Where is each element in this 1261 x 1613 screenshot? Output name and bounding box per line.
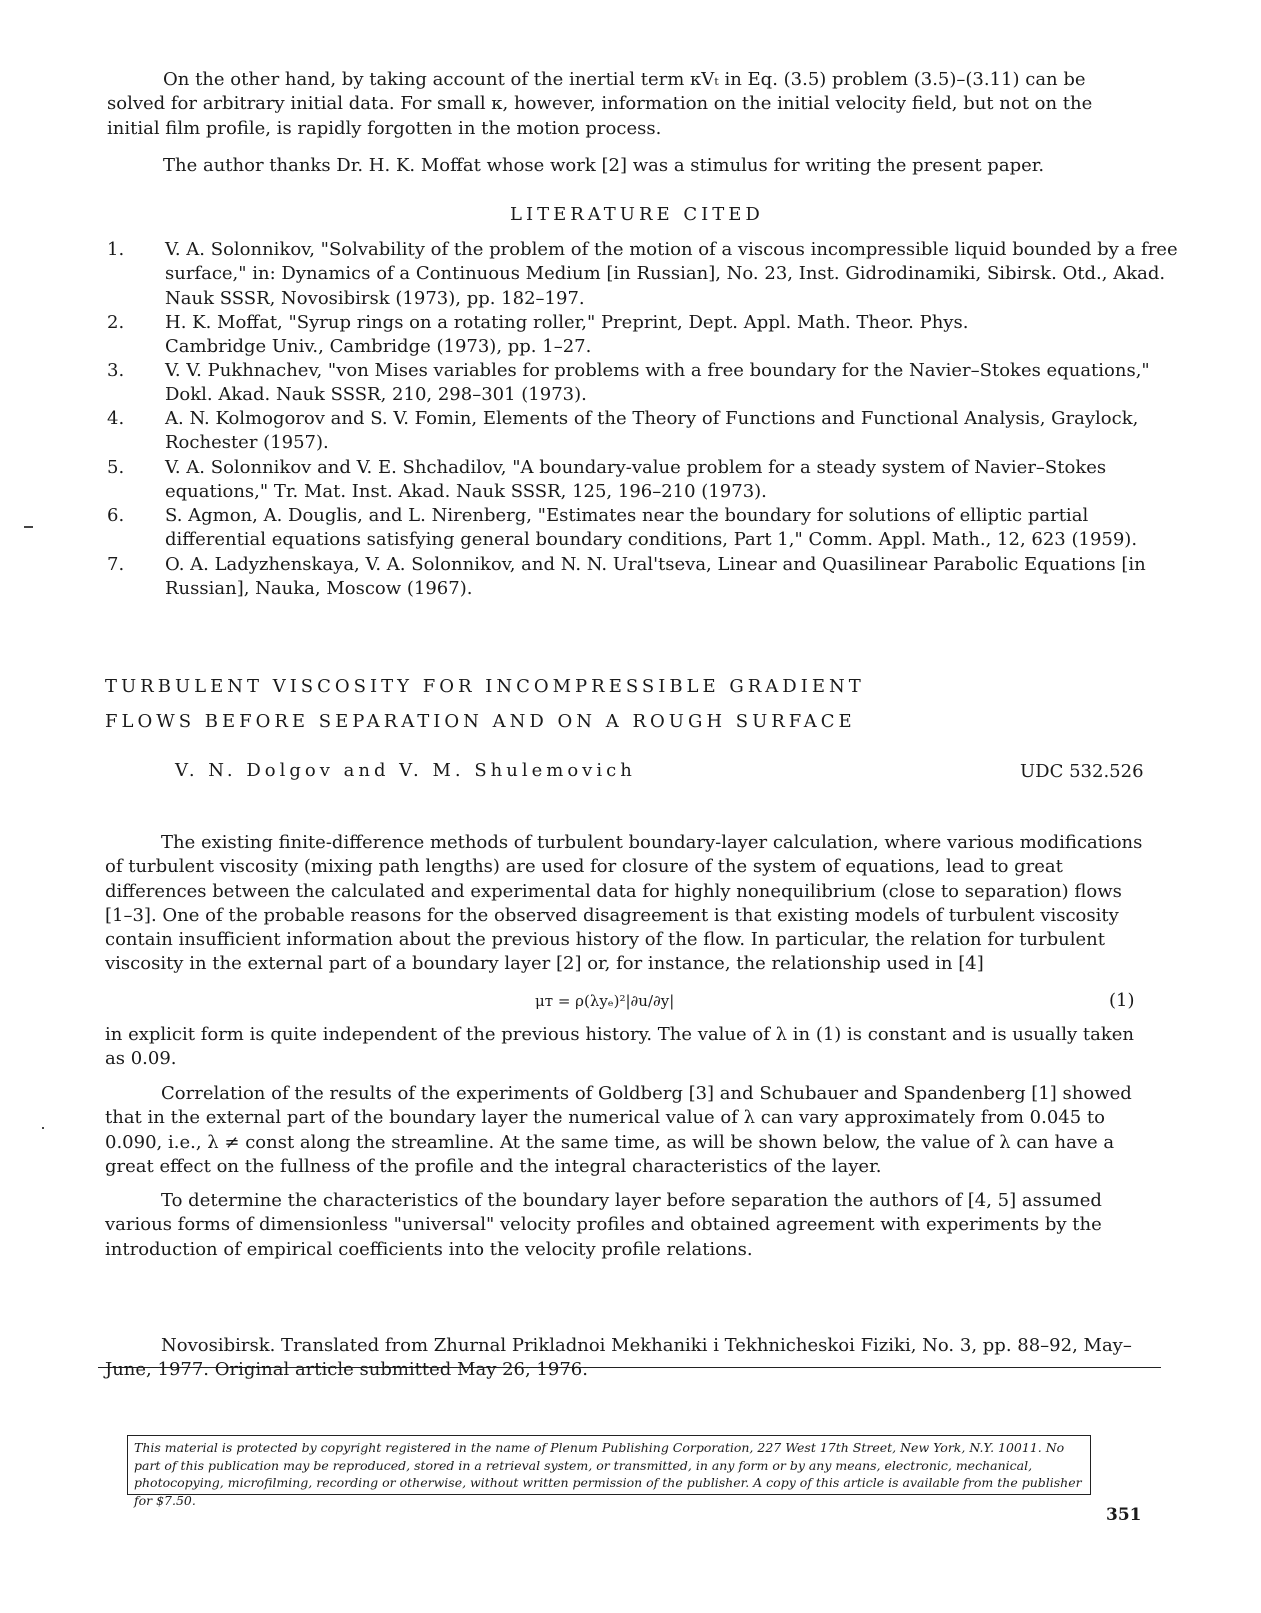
reference-item: [107, 553, 1187, 603]
reference-text: O. A. Ladyzhenskaya, V. A. Solonnikov, and N. N. Ural'tseva, Linear and Quasilinear Parabolic Equations [in Russian], Nauka, Moscow (1967).: [165, 554, 1146, 600]
equation-number: (1): [1109, 990, 1135, 1011]
continuation-paragraph: On the other hand, by taking account of the inertial term κVₜ in Eq. (3.5) problem (3.5)–(3.11) can be solved for arbitrary initial data. For small κ, however, information on the initial velocity field, but not on the initial film profile, is rapidly forgotten in the motion process.: [107, 69, 1093, 139]
reference-number: 5.: [107, 457, 125, 478]
reference-number: 6.: [107, 505, 125, 526]
reference-number: 7.: [107, 554, 125, 575]
reference-item: [107, 456, 1187, 506]
reference-text: V. V. Pukhnachev, "von Mises variables for problems with a free boundary for the Navier–Stokes equations," Dokl. Akad. Nauk SSSR, 210, 298–301 (1973).: [165, 360, 1150, 406]
footnote-text: Novosibirsk. Translated from Zhurnal Prikladnoi Mekhaniki i Tekhnicheskoi Fiziki, No. 3, pp. 88–92, May–June, 1977. Original article submitted May 26, 1976.: [105, 1335, 1132, 1381]
acknowledgment-paragraph: The author thanks Dr. H. K. Moffat whose work [2] was a stimulus for writing the present paper.: [163, 155, 1045, 176]
body-paragraph: in explicit form is quite independent of the previous history. The value of λ in (1) is constant and is usually taken as 0.09.: [105, 1024, 1134, 1070]
reference-item: [107, 311, 1187, 361]
scan-mark: [42, 1127, 44, 1129]
reference-number: 3.: [107, 360, 125, 381]
reference-text: V. A. Solonnikov, "Solvability of the problem of the motion of a viscous incompressible liquid bounded by a free surface," in: Dynamics of a Continuous Medium [in Russian], No. 23, Inst. Gidrodinamiki, Sibirsk. Otd., Akad. Nauk SSSR, Novosibirsk (1973), pp. 182–197.: [165, 239, 1178, 309]
reference-item: [107, 359, 1187, 409]
equation: μᴛ = ρ(λyₑ)²|∂u/∂y|: [535, 992, 675, 1010]
copyright-notice: This material is protected by copyright registered in the name of Plenum Publishing Corporation, 227 West 17th Street, New York, N.Y. 10011. No part of this publication may be reproduced, stored in a retrieval system, or transmitted, in any form or by any means, electronic, mechanical, photocopying, microfilming, recording or otherwise, without written permission of the publisher. A copy of this article is available from the publisher for $7.50.: [127, 1435, 1091, 1495]
reference-item: [107, 407, 1187, 457]
reference-text: V. A. Solonnikov and V. E. Shchadilov, "A boundary-value problem for a steady system of Navier–Stokes equations," Tr. Mat. Inst. Akad. Nauk SSSR, 125, 196–210 (1973).: [165, 457, 1107, 503]
article-title-line-1: TURBULENT VISCOSITY FOR INCOMPRESSIBLE GRADIENT: [105, 676, 865, 697]
body-paragraph: Correlation of the results of the experiments of Goldberg [3] and Schubauer and Spandenberg [1] showed that in the external part of the boundary layer the numerical value of λ can vary approximately from 0.045 to 0.090, i.e., λ ≠ const along the streamline. At the same time, as will be shown below, the value of λ can have a great effect on the fullness of the profile and the integral characteristics of the layer.: [105, 1083, 1132, 1177]
reference-text: A. N. Kolmogorov and S. V. Fomin, Elements of the Theory of Functions and Functional Analysis, Graylock, Rochester (1957).: [165, 408, 1139, 454]
udc-code: UDC 532.526: [1020, 761, 1144, 782]
literature-heading: LITERATURE CITED: [510, 204, 764, 225]
reference-text: H. K. Moffat, "Syrup rings on a rotating roller," Preprint, Dept. Appl. Math. Theor. Phys. Cambridge Univ., Cambridge (1973), pp. 1–27.: [165, 312, 969, 358]
page-number: 351: [1106, 1505, 1142, 1525]
reference-number: 2.: [107, 312, 125, 333]
reference-number: 4.: [107, 408, 125, 429]
article-authors: V. N. Dolgov and V. M. Shulemovich: [175, 760, 636, 781]
body-paragraph: To determine the characteristics of the boundary layer before separation the authors of [4, 5] assumed various forms of dimensionless "universal" velocity profiles and obtained agreement with experiments by the introduction of empirical coefficients into the velocity profile relations.: [105, 1190, 1102, 1260]
reference-item: [107, 504, 1187, 554]
intro-paragraph: The existing finite-difference methods of turbulent boundary-layer calculation, where various modifications of turbulent viscosity (mixing path lengths) are used for closure of the system of equations, lead to great differences between the calculated and experimental data for highly nonequilibrium (close to separation) flows [1–3]. One of the probable reasons for the observed disagreement is that existing models of turbulent viscosity contain insufficient information about the previous history of the flow. In particular, the relation for turbulent viscosity in the external part of a boundary layer [2] or, for instance, the relationship used in [4]: [105, 832, 1143, 975]
reference-item: [107, 238, 1187, 313]
article-title-line-2: FLOWS BEFORE SEPARATION AND ON A ROUGH SURFACE: [105, 711, 856, 732]
reference-text: S. Agmon, A. Douglis, and L. Nirenberg, "Estimates near the boundary for solutions of elliptic partial differential equations satisfying general boundary conditions, Part 1," Comm. Appl. Math., 12, 623 (1959).: [165, 505, 1138, 551]
scan-mark: [24, 526, 33, 528]
reference-number: 1.: [107, 239, 125, 260]
